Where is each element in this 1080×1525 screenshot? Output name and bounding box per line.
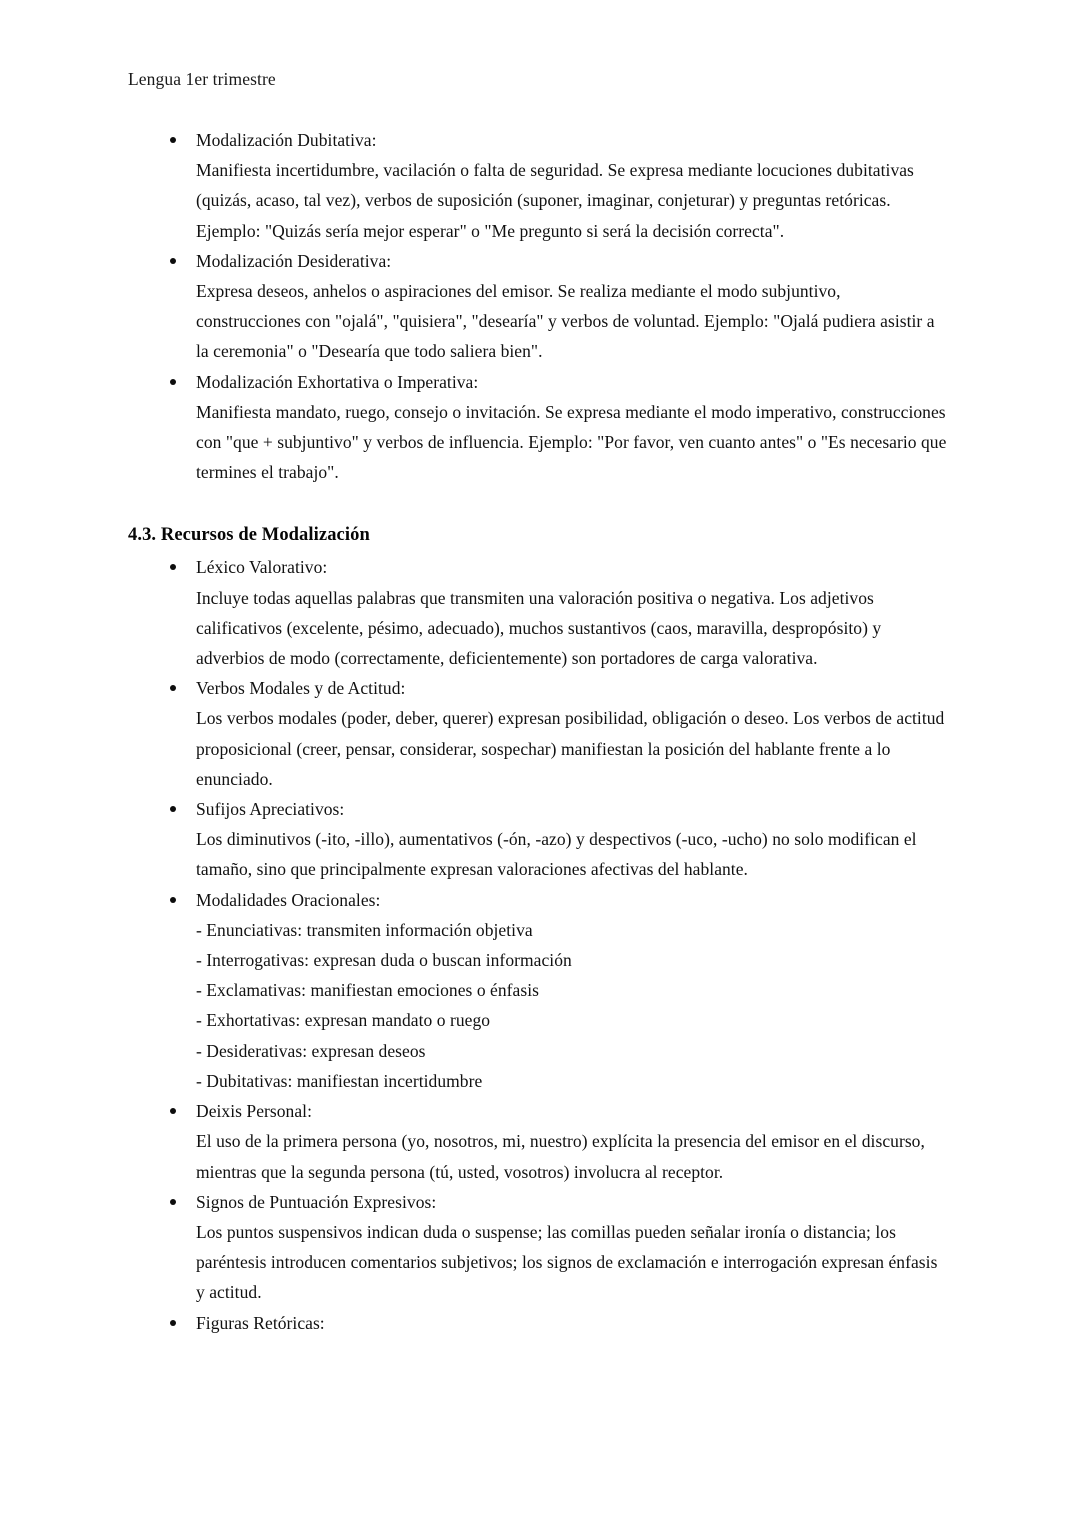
sub-list-item: - Exclamativas: manifiestan emociones o énfasis	[196, 980, 540, 1001]
section-heading-4-3: 4.3. Recursos de Modalización	[128, 525, 370, 546]
list-item-title: Sufijos Apreciativos:	[196, 799, 345, 820]
spacer	[128, 487, 948, 520]
list-item	[128, 1096, 948, 1187]
list-item-title: Signos de Puntuación Expresivos:	[196, 1191, 437, 1212]
list-item	[128, 552, 948, 673]
list-item-body: Los puntos suspensivos indican duda o suspense; las comillas pueden señalar ironía o distancia; los paréntesis introducen comentarios subjetivos; los signos de exclamación e interrogación expresan énfasis y actitud.	[196, 1221, 938, 1303]
running-head: Lengua 1er trimestre	[128, 69, 276, 89]
list-item-title: Deixis Personal:	[196, 1101, 312, 1122]
list-item-title: Léxico Valorativo:	[196, 557, 328, 578]
list-item-title: Verbos Modales y de Actitud:	[196, 678, 406, 699]
sub-list-item: - Enunciativas: transmiten información objetiva	[196, 919, 533, 940]
list-item-title: Figuras Retóricas:	[196, 1312, 325, 1333]
list-item-body: Los diminutivos (-ito, -illo), aumentativos (-ón, -azo) y despectivos (-uco, -ucho) no solo modifican el tamaño, sino que principalmente expresan valoraciones afectivas del hablante.	[196, 829, 917, 880]
list-item-body: Manifiesta incertidumbre, vacilación o falta de seguridad. Se expresa mediante locuciones dubitativas (quizás, acaso, tal vez), verbos de suposición (suponer, imaginar, conjeturar) y preguntas retóricas. Ejemplo: "Quizás sería mejor esperar" o "Me pregunto si será la decisión correcta".	[196, 160, 914, 241]
list-item-title: Modalización Exhortativa o Imperativa:	[196, 371, 479, 392]
list-item-title: Modalización Dubitativa:	[196, 130, 377, 150]
list-item	[128, 1187, 948, 1308]
list-item-body: El uso de la primera persona (yo, nosotros, mi, nuestro) explícita la presencia del emisor en el discurso, mientras que la segunda persona (tú, usted, vosotros) involucra al receptor.	[196, 1131, 925, 1182]
list-item	[128, 246, 948, 367]
list-item	[128, 125, 948, 246]
list-item	[128, 1308, 948, 1338]
sub-list-item: - Interrogativas: expresan duda o buscan información	[196, 950, 572, 971]
list-item-title: Modalización Desiderativa:	[196, 250, 392, 271]
list-item-body: Incluye todas aquellas palabras que transmiten una valoración positiva o negativa. Los adjetivos calificativos (excelente, pésimo, adecuado), muchos sustantivos (caos, maravilla, despropósito) y adverbios de modo (correctamente, deficientemente) son portadores de carga valorativa.	[196, 587, 882, 669]
sub-list-item: - Desiderativas: expresan deseos	[196, 1040, 426, 1061]
list-item-body: Expresa deseos, anhelos o aspiraciones del emisor. Se realiza mediante el modo subjuntivo, construcciones con "ojalá", "quisiera", "desearía" y verbos de voluntad. Ejemplo: "Ojalá pudiera asistir a la ceremonia" o "Desearía que todo saliera bien".	[196, 281, 935, 362]
list-item-body: Manifiesta mandato, ruego, consejo o invitación. Se expresa mediante el modo imperativo, construcciones con "que + subjuntivo" y verbos de influencia. Ejemplo: "Por favor, ven cuanto antes" o "Es necesario que termines el trabajo".	[196, 401, 947, 483]
list-item-body: Los verbos modales (poder, deber, querer) expresan posibilidad, obligación o deseo. Los verbos de actitud proposicional (creer, pensar, considerar, sospechar) manifiestan la posición del hablante frente a lo enunciado.	[196, 708, 945, 789]
sub-list-item: - Dubitativas: manifiestan incertidumbre	[196, 1070, 483, 1091]
sub-list-item: - Exhortativas: expresan mandato o ruego	[196, 1010, 491, 1031]
list-item-title: Modalidades Oracionales:	[196, 889, 381, 910]
resources-list	[128, 552, 948, 1337]
list-item	[128, 794, 948, 885]
document-body	[128, 125, 948, 1338]
list-item	[128, 885, 948, 1096]
list-item	[128, 673, 948, 794]
list-item	[128, 367, 948, 488]
modalization-types-list	[128, 125, 948, 487]
